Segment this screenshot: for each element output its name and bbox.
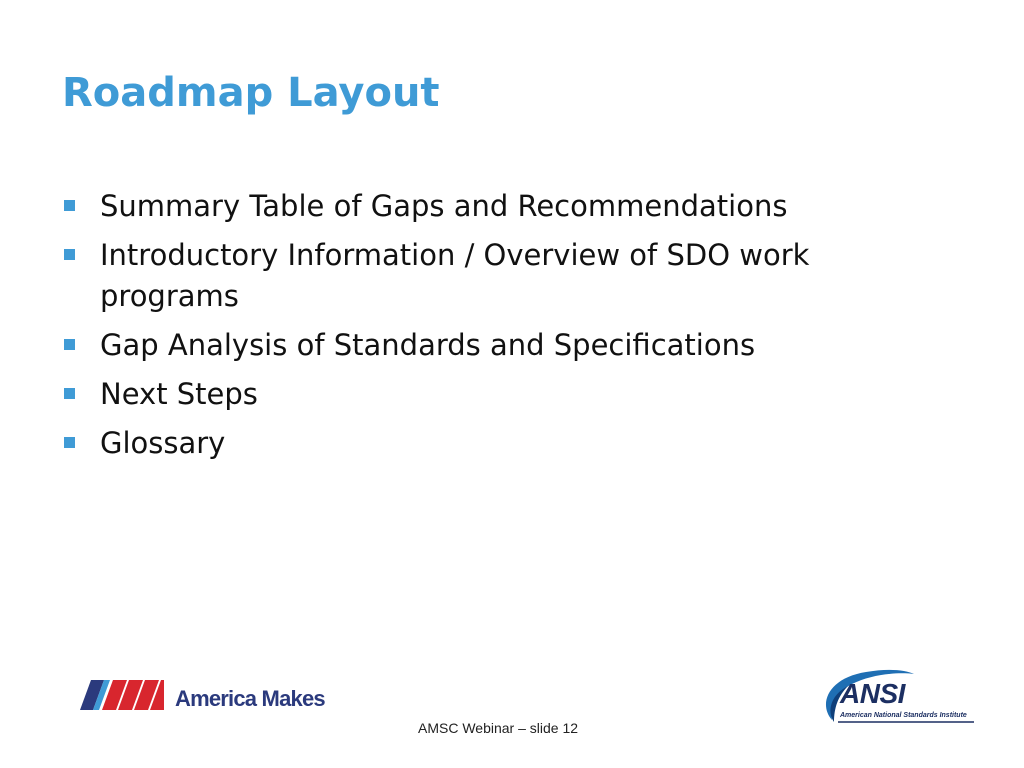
slide-title: Roadmap Layout (62, 70, 440, 116)
bullet-text: Next Steps (100, 377, 258, 411)
america-makes-logo (80, 680, 325, 714)
bullet-square-icon (64, 339, 75, 350)
bullet-text: Glossary (100, 426, 226, 460)
bullet-item (62, 325, 862, 366)
america-makes-logo-icon (80, 680, 164, 710)
bullet-list (62, 186, 862, 472)
bullet-square-icon (64, 249, 75, 260)
bullet-square-icon (64, 388, 75, 399)
bullet-text: Gap Analysis of Standards and Specifications (100, 328, 756, 362)
bullet-text: Introductory Information / Overview of SDO work programs (100, 238, 810, 313)
bullet-item (62, 235, 862, 317)
bullet-square-icon (64, 437, 75, 448)
bullet-text: Summary Table of Gaps and Recommendations (100, 189, 788, 223)
bullet-item (62, 374, 862, 415)
ansi-logo (818, 664, 978, 728)
ansi-wordmark: ANSI (840, 678, 905, 709)
bullet-item (62, 186, 862, 227)
ansi-subtitle: American National Standards Institute (840, 712, 967, 719)
slide-footer: AMSC Webinar – slide 12 (418, 720, 579, 736)
bullet-item (62, 423, 862, 464)
bullet-square-icon (64, 200, 75, 211)
america-makes-wordmark: America Makes (175, 686, 325, 711)
